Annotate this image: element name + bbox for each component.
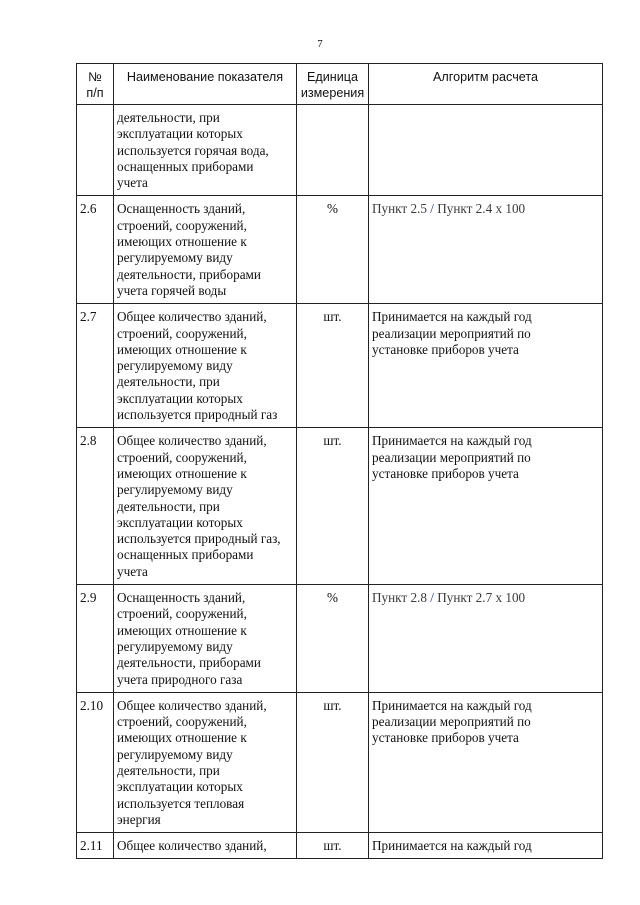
table-header	[77, 64, 603, 105]
indicator-name: Общее количество зданий, строений, сооружений, имеющих отношение к регулируемому виду деятельности, при эксплуатации которых используется природный газ	[114, 304, 297, 428]
indicator-name: Общее количество зданий,	[114, 833, 297, 859]
indicators-table	[76, 63, 603, 859]
row-number: 2.9	[77, 585, 114, 693]
unit-of-measure: шт.	[297, 428, 369, 585]
table-row	[77, 692, 603, 832]
formula-denominator: Пункт 2.7 х 100	[437, 590, 526, 606]
table-row	[77, 105, 603, 196]
header-unit: Единица измерения	[297, 64, 369, 105]
unit-of-measure: шт.	[297, 692, 369, 832]
indicator-name: Оснащенность зданий, строений, сооружений, имеющих отношение к регулируемому виду деятельности, приборами учета природного газа	[114, 585, 297, 693]
row-number: 2.6	[77, 196, 114, 304]
table-row	[77, 196, 603, 304]
header-name: Наименование показателя	[114, 64, 297, 105]
formula	[372, 201, 525, 216]
formula	[372, 590, 525, 605]
row-number: 2.11	[77, 833, 114, 859]
indicator-name: Общее количество зданий, строений, сооружений, имеющих отношение к регулируемому виду деятельности, при эксплуатации которых используется тепловая энергия	[114, 692, 297, 832]
calculation-algorithm	[369, 105, 603, 196]
calculation-algorithm: Принимается на каждый год реализации мероприятий по установке приборов учета	[369, 692, 603, 832]
table-row	[77, 585, 603, 693]
row-number: 2.10	[77, 692, 114, 832]
row-number	[77, 105, 114, 196]
calculation-algorithm: Принимается на каждый год	[369, 833, 603, 859]
unit-of-measure	[297, 105, 369, 196]
table-row	[77, 833, 603, 859]
indicator-name: Общее количество зданий, строений, сооружений, имеющих отношение к регулируемому виду деятельности, при эксплуатации которых используется природный газ, оснащенных приборами учета	[114, 428, 297, 585]
formula-numerator: Пункт 2.8	[372, 590, 427, 606]
table-row	[77, 428, 603, 585]
unit-of-measure: шт.	[297, 833, 369, 859]
header-algorithm: Алгоритм расчета	[369, 64, 603, 105]
calculation-algorithm: Принимается на каждый год реализации мероприятий по установке приборов учета	[369, 304, 603, 428]
table-row	[77, 304, 603, 428]
calculation-algorithm: Принимается на каждый год реализации мероприятий по установке приборов учета	[369, 428, 603, 585]
formula-numerator: Пункт 2.5	[372, 201, 427, 217]
indicator-name: Оснащенность зданий, строений, сооружений, имеющих отношение к регулируемому виду деятельности, приборами учета горячей воды	[114, 196, 297, 304]
formula-divider: /	[426, 590, 438, 606]
calculation-algorithm	[369, 585, 603, 693]
unit-of-measure: %	[297, 585, 369, 693]
calculation-algorithm	[369, 196, 603, 304]
formula-denominator: Пункт 2.4 х 100	[437, 201, 526, 217]
formula-divider: /	[426, 201, 438, 217]
table-body	[77, 105, 603, 859]
page-number: 7	[317, 38, 323, 50]
header-num: № п/п	[77, 64, 114, 105]
header-row	[77, 64, 603, 105]
unit-of-measure: шт.	[297, 304, 369, 428]
row-number: 2.7	[77, 304, 114, 428]
indicator-name: деятельности, при эксплуатации которых используется горячая вода, оснащенных приборами учета	[114, 105, 297, 196]
row-number: 2.8	[77, 428, 114, 585]
unit-of-measure: %	[297, 196, 369, 304]
